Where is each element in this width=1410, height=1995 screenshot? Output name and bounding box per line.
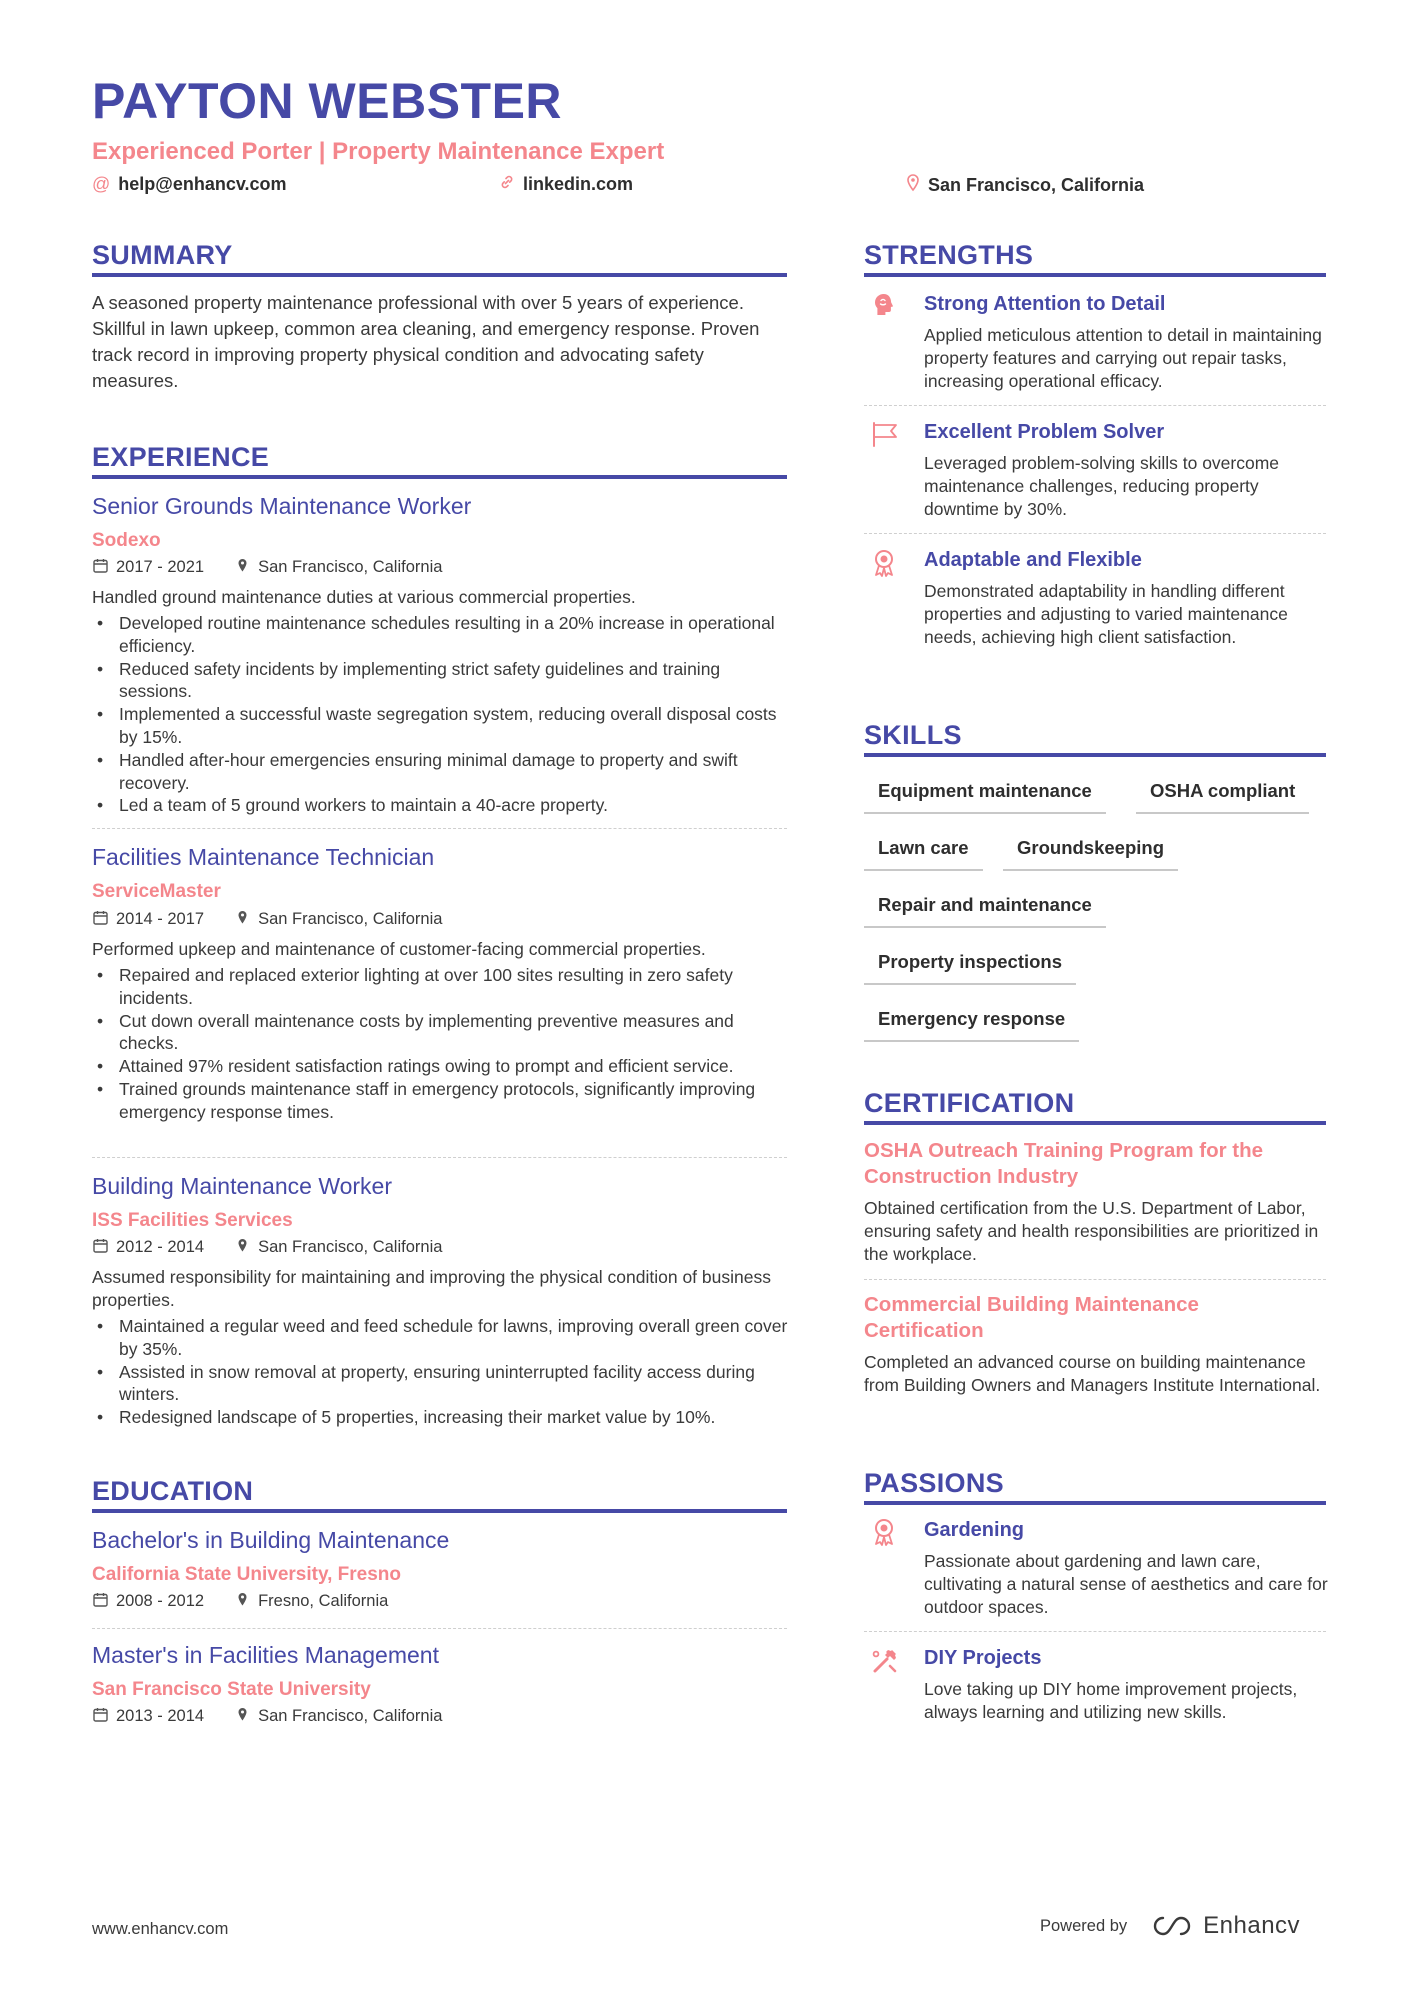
candidate-headline: Experienced Porter | Property Maintenance Expert [92, 138, 665, 165]
job-dates: 2017 - 2021 [116, 558, 205, 576]
skill-tag: Lawn care [864, 837, 983, 871]
email-text: help@enhancv.com [118, 174, 287, 194]
skills-heading: SKILLS [864, 720, 962, 750]
job-meta [92, 910, 442, 929]
linkedin-text: linkedin.com [523, 174, 634, 194]
contact-location [906, 174, 1144, 197]
contact-email[interactable] [92, 174, 287, 195]
brain-icon [870, 291, 900, 321]
certification-heading: CERTIFICATION [864, 1088, 1075, 1118]
certification-description: Obtained certification from the U.S. Department of Labor, ensuring safety and health responsibilities are prioritized in the workplace. [864, 1198, 1319, 1264]
skill-tag: Repair and maintenance [864, 894, 1106, 928]
job-location: San Francisco, California [258, 910, 443, 928]
divider [864, 405, 1326, 406]
location-pin-icon [234, 1592, 250, 1611]
job-title: Building Maintenance Worker [92, 1173, 393, 1199]
passion-title: Gardening [924, 1519, 1025, 1541]
education-heading: EDUCATION [92, 1476, 254, 1506]
divider [92, 1157, 787, 1158]
divider [864, 1279, 1326, 1280]
calendar-icon [92, 1707, 108, 1726]
job-location: San Francisco, California [258, 558, 443, 576]
job-location: San Francisco, California [258, 1238, 443, 1256]
passions-heading: PASSIONS [864, 1468, 1004, 1498]
passion-description: Love taking up DIY home improvement projects, always learning and utilizing new skills. [924, 1679, 1298, 1722]
bullet-item: • Attained 97% resident satisfaction ratings owing to prompt and efficient service. [92, 1055, 792, 1078]
bullet-item: • Repaired and replaced exterior lighting at over 100 sites resulting in zero safety incidents. [92, 964, 792, 1010]
education-location: San Francisco, California [258, 1707, 443, 1725]
skills-rule [864, 753, 1326, 757]
job-company: Sodexo [92, 530, 161, 551]
skill-tag: OSHA compliant [1136, 780, 1309, 814]
calendar-icon [92, 558, 108, 577]
brand-name: Enhancv [1203, 1912, 1301, 1939]
school-name: San Francisco State University [92, 1679, 371, 1700]
strengths-rule [864, 273, 1326, 277]
job-meta [92, 1238, 442, 1257]
bullet-item: • Implemented a successful waste segregation system, reducing overall disposal costs by 15%. [92, 703, 792, 749]
education-dates: 2013 - 2014 [116, 1707, 205, 1725]
bullet-item: • Handled after-hour emergencies ensuring minimal damage to property and swift recovery. [92, 749, 792, 795]
job-description: Assumed responsibility for maintaining and improving the physical condition of business properties. [92, 1267, 771, 1310]
tools-icon [870, 1646, 900, 1676]
certification-title: Commercial Building Maintenance Certification [864, 1293, 1199, 1342]
candidate-name: PAYTON WEBSTER [92, 73, 563, 129]
strength-description: Leveraged problem-solving skills to overcome maintenance challenges, reducing property downtime by 30%. [924, 453, 1280, 519]
bullet-item: • Developed routine maintenance schedules resulting in a 20% increase in operational efficiency. [92, 612, 792, 658]
passions-rule [864, 1501, 1326, 1505]
divider [92, 1628, 787, 1629]
skill-tag: Emergency response [864, 1008, 1079, 1042]
award-icon [870, 548, 900, 578]
strengths-heading: STRENGTHS [864, 240, 1034, 270]
bullet-item: • Trained grounds maintenance staff in emergency protocols, significantly improving emergency response times. [92, 1078, 792, 1124]
certification-rule [864, 1121, 1326, 1125]
calendar-icon [92, 910, 108, 929]
enhancv-logo[interactable] [1149, 1912, 1300, 1940]
strength-title: Excellent Problem Solver [924, 421, 1165, 443]
location-pin-icon [906, 174, 920, 197]
location-pin-icon [234, 910, 250, 929]
footer-branding [1040, 1912, 1300, 1940]
degree-title: Master's in Facilities Management [92, 1642, 439, 1668]
skill-tag: Property inspections [864, 951, 1076, 985]
strength-description: Demonstrated adaptability in handling different properties and adjusting to varied maintenance needs, achieving high client satisfaction. [924, 581, 1288, 647]
job-description: Handled ground maintenance duties at various commercial properties. [92, 587, 636, 607]
education-location: Fresno, California [258, 1592, 389, 1610]
bullet-item: • Assisted in snow removal at property, ensuring uninterrupted facility access during winters. [92, 1361, 792, 1407]
flag-icon [870, 420, 900, 450]
divider [92, 828, 787, 829]
skill-tag: Equipment maintenance [864, 780, 1106, 814]
school-name: California State University, Fresno [92, 1564, 402, 1585]
powered-by-label: Powered by [1040, 1916, 1128, 1935]
passion-title: DIY Projects [924, 1647, 1042, 1669]
calendar-icon [92, 1238, 108, 1257]
divider [864, 533, 1326, 534]
divider [864, 1631, 1326, 1632]
certification-description: Completed an advanced course on building maintenance from Building Owners and Managers Institute International. [864, 1352, 1321, 1395]
education-rule [92, 1509, 787, 1513]
location-pin-icon [234, 1238, 250, 1257]
job-title: Senior Grounds Maintenance Worker [92, 493, 472, 519]
enhancv-logo-icon [1149, 1914, 1195, 1938]
summary-text: A seasoned property maintenance professional with over 5 years of experience. Skillful in lawn upkeep, common area cleaning, and emergency response. Proven track record in improving property physical condition and advocating safety measures. [92, 292, 760, 391]
bullet-item: • Redesigned landscape of 5 properties, increasing their market value by 10%. [92, 1406, 792, 1429]
location-pin-icon [234, 558, 250, 577]
footer-website[interactable]: www.enhancv.com [92, 1920, 229, 1938]
education-dates: 2008 - 2012 [116, 1592, 205, 1610]
job-bullets [92, 612, 792, 817]
job-dates: 2014 - 2017 [116, 910, 205, 928]
bullet-item: • Cut down overall maintenance costs by implementing preventive measures and checks. [92, 1010, 792, 1056]
contact-linkedin[interactable] [499, 174, 633, 195]
degree-title: Bachelor's in Building Maintenance [92, 1527, 450, 1553]
bullet-item: • Maintained a regular weed and feed schedule for lawns, improving overall green cover by 35%. [92, 1315, 792, 1361]
link-icon [499, 174, 515, 195]
job-description: Performed upkeep and maintenance of customer-facing commercial properties. [92, 939, 706, 959]
skill-tag: Groundskeeping [1003, 837, 1178, 871]
calendar-icon [92, 1592, 108, 1611]
passion-description: Passionate about gardening and lawn care, cultivating a natural sense of aesthetics and care for outdoor spaces. [924, 1551, 1328, 1617]
summary-heading: SUMMARY [92, 240, 233, 270]
education-meta [92, 1707, 442, 1726]
job-company: ISS Facilities Services [92, 1210, 293, 1231]
experience-heading: EXPERIENCE [92, 442, 270, 472]
bullet-item: • Reduced safety incidents by implementing strict safety guidelines and training sessions. [92, 658, 792, 704]
education-meta [92, 1592, 388, 1611]
summary-rule [92, 273, 787, 277]
job-bullets [92, 1315, 792, 1429]
job-meta [92, 558, 442, 577]
location-pin-icon [234, 1707, 250, 1726]
location-text: San Francisco, California [928, 175, 1145, 195]
job-dates: 2012 - 2014 [116, 1238, 205, 1256]
bullet-item: • Led a team of 5 ground workers to maintain a 40-acre property. [92, 794, 792, 817]
certification-title: OSHA Outreach Training Program for the Construction Industry [864, 1139, 1264, 1188]
job-bullets [92, 964, 792, 1124]
job-company: ServiceMaster [92, 881, 221, 902]
strength-description: Applied meticulous attention to detail in maintaining property features and carrying out repair tasks, increasing operational efficacy. [924, 325, 1322, 391]
strength-title: Adaptable and Flexible [924, 549, 1142, 571]
award-icon [870, 1517, 900, 1547]
strength-title: Strong Attention to Detail [924, 293, 1166, 315]
experience-rule [92, 475, 787, 479]
job-title: Facilities Maintenance Technician [92, 844, 435, 870]
at-icon: @ [92, 174, 111, 194]
